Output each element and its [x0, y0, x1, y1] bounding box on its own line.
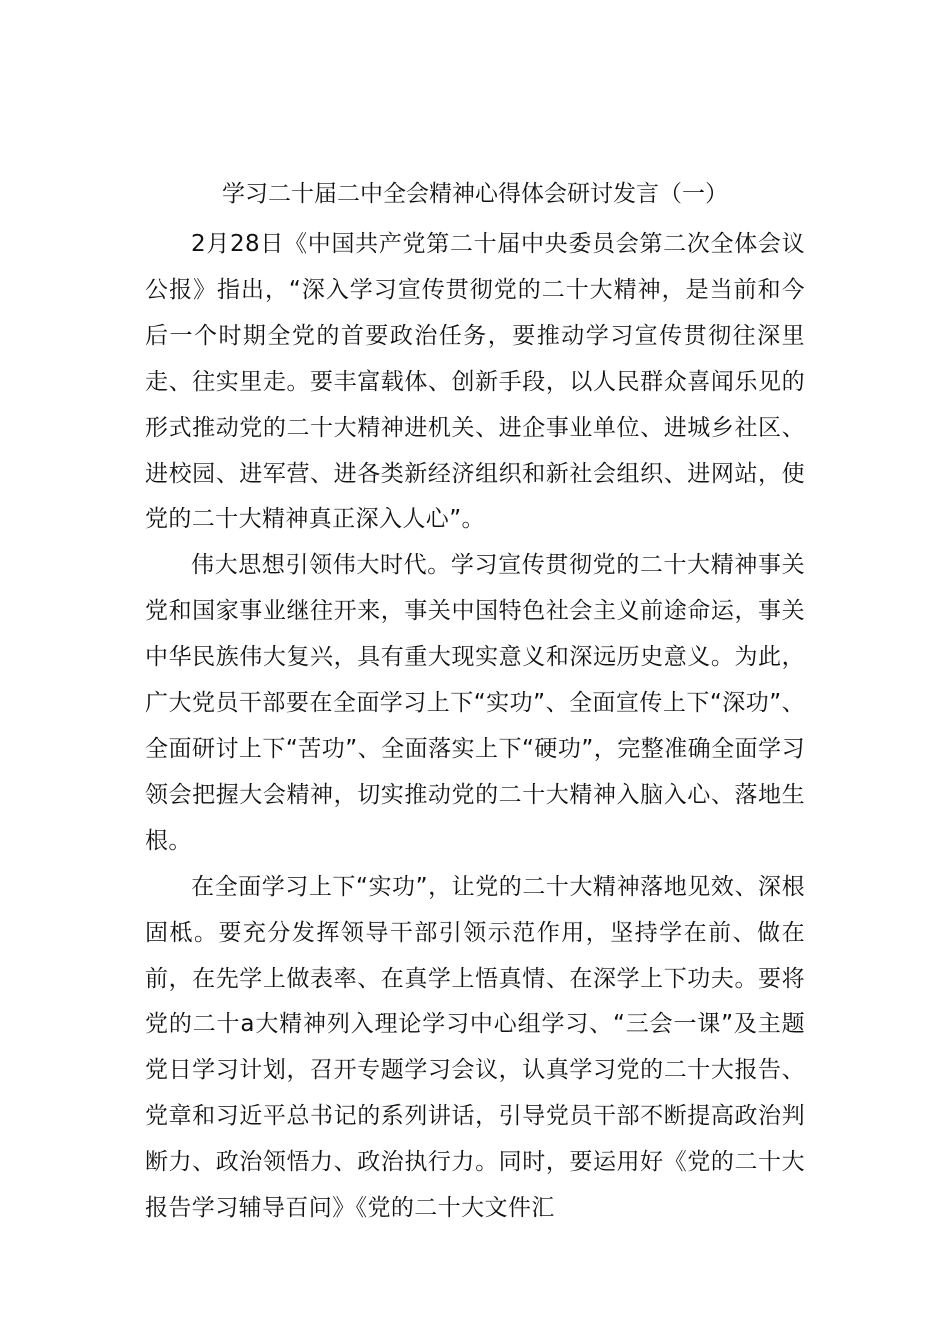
paragraph-2: 伟大思想引领伟大时代。学习宣传贯彻党的二十大精神事关党和国家事业继往开来，事关中国特色社会主义前途命运，事关中华民族伟大复兴，具有重大现实意义和深远历史意义。为此，广大党员干部要在全面学习上下“实功”、全面宣传上下“深功”、全面研讨上下“苦功”、全面落实上下“硬功”，完整准确全面学习领会把握大会精神，切实推动党的二十大精神入脑入心、落地生根。 — [145, 552, 805, 854]
paragraph-3: 在全面学习上下“实功”，让党的二十大精神落地见效、深根固柢。要充分发挥领导干部引领示范作用，坚持学在前、做在前，在先学上做表率、在真学上悟真情、在深学上下功夫。要将党的二十a大精神列入理论学习中心组学习、“三会一课”及主题党日学习计划，召开专题学习会议，认真学习党的二十大报告、党章和习近平总书记的系列讲话，引导党员干部不断提高政治判断力、政治领悟力、政治执行力。同时，要运用好《党的二十大报告学习辅导百问》《党的二十大文件汇 — [145, 873, 805, 1222]
document-title: 学习二十届二中全会精神心得体会研讨发言（一） — [222, 181, 728, 207]
paragraph-1: 2月28日《中国共产党第二十届中央委员会第二次全体会议公报》指出，“深入学习宣传贯彻党的二十大精神，是当前和今后一个时期全党的首要政治任务，要推动学习宣传贯彻往深里走、往实里走。要丰富载体、创新手段，以人民群众喜闻乐见的形式推动党的二十大精神进机关、进企事业单位、进城乡社区、进校园、进军营、进各类新经济组织和新社会组织、进网站，使党的二十大精神真正深入人心”。 — [145, 231, 805, 533]
document-body — [145, 222, 805, 1232]
